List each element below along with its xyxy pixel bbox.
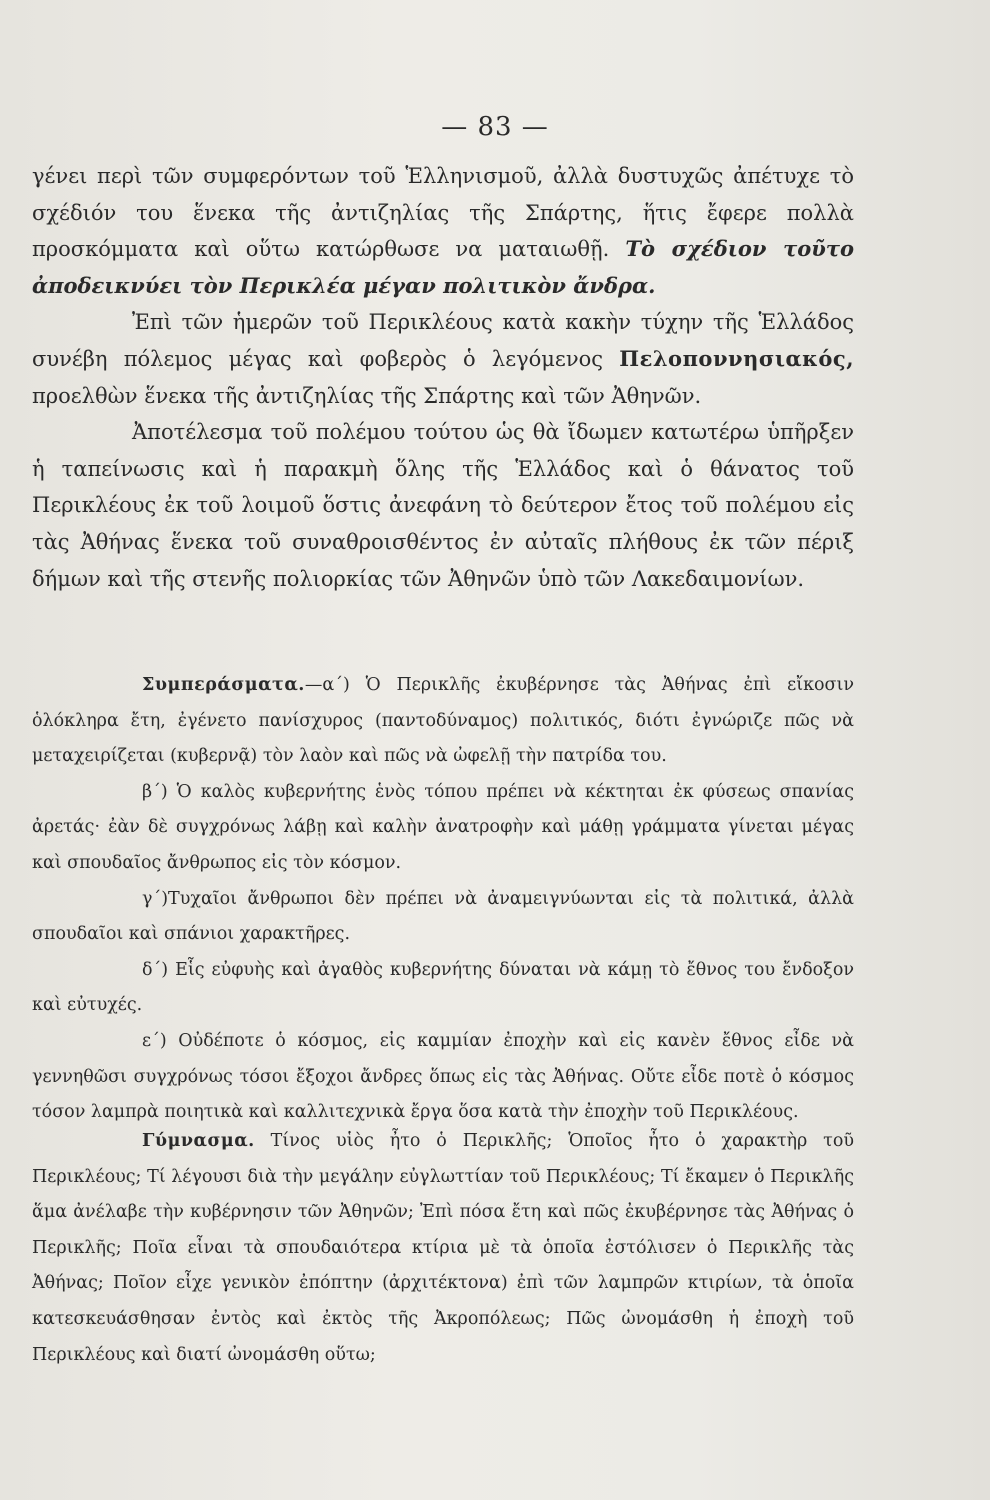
conclusion-a-text: —α΄) Ὁ Περικλῆς ἐκυβέρνησε τὰς Ἀθήνας ἐπὶ εἴκοσιν ὁλόκληρα ἔτη, ἐγένετο πανίσχυρος (παντοδύναμος) πολιτικός, διότι ἐγνώριζε πῶς νὰ μεταχειρίζεται (κυβερνᾷ) τὸν λαὸν καὶ πῶς νὰ ὠφελῇ τὴν πατρίδα του. xyxy=(32,675,854,767)
war-text-start: Ἐπὶ τῶν ἡμερῶν τοῦ Περικλέους κατὰ κακὴν τύχην τῆς Ἑλλάδος συνέβη πόλεμος μέγας καὶ φοβερὸς ὁ λεγόμενος xyxy=(32,310,854,371)
paragraph-pericles-plan xyxy=(32,158,854,304)
exercise-heading: Γύμνασμα. xyxy=(142,1131,255,1151)
exercise-section xyxy=(32,1124,854,1373)
paragraph-war xyxy=(32,304,854,414)
plan-text: γένει περὶ τῶν συμφερόντων τοῦ Ἑλληνισμοῦ, ἀλλὰ δυστυχῶς ἀπέτυχε τὸ σχέδιόν του ἕνεκα τῆς ἀντιζηλίας τῆς Σπάρτης, ἥτις ἔφερε πολλὰ προσκόμματα καὶ οὕτω κατώρθωσε να ματαιωθῇ. xyxy=(32,164,854,262)
page-number: — 83 — xyxy=(441,112,549,142)
main-text xyxy=(32,158,854,597)
conclusion-b: β΄) Ὁ καλὸς κυβερνήτης ἑνὸς τόπου πρέπει νὰ κέκτηται ἐκ φύσεως σπανίας ἀρετάς· ἐὰν δὲ συγχρόνως λάβῃ καὶ καλὴν ἀνατροφὴν καὶ μάθῃ γράμματα γίνεται μέγας καὶ σπουδαῖος ἄνθρωπος εἰς τὸν κόσμον. xyxy=(32,781,854,873)
war-text-end: προελθὼν ἕνεκα τῆς ἀντιζηλίας τῆς Σπάρτης καὶ τῶν Ἀθηνῶν. xyxy=(32,383,702,408)
conclusions-heading: Συμπεράσματα. xyxy=(142,675,305,695)
conclusion-d: δ΄) Εἷς εὐφυὴς καὶ ἀγαθὸς κυβερνήτης δύναται νὰ κάμῃ τὸ ἔθνος του ἔνδοξον καὶ εὐτυχές. xyxy=(32,959,854,1016)
exercise-paragraph xyxy=(32,1124,854,1373)
paragraph-result: Ἀποτέλεσμα τοῦ πολέμου τούτου ὡς θὰ ἴδωμεν κατωτέρω ὑπῆρξεν ἡ ταπείνωσις καὶ ἡ παρακμὴ ὅλης τῆς Ἑλλάδος καὶ ὁ θάνατος τοῦ Περικλέους ἐκ τοῦ λοιμοῦ ὅστις ἀνεφάνη τὸ δεύτερον ἔτος τοῦ πολέμου εἰς τὰς Ἀθήνας ἕνεκα τοῦ συναθροισθέντος ἐν αὐταῖς πλήθους ἐκ τῶν πέριξ δήμων καὶ τῆς στενῆς πολιορκίας τῶν Ἀθηνῶν ὑπὸ τῶν Λακεδαιμονίων. xyxy=(32,420,854,591)
exercise-questions: Τίνος υἱὸς ἦτο ὁ Περικλῆς; Ὁποῖος ἦτο ὁ χαρακτὴρ τοῦ Περικλέους; Τί λέγουσι διὰ τὴν μεγάλην εὐγλωττίαν τοῦ Περικλέους; Τί ἔκαμεν ὁ Περικλῆς ἅμα ἀνέλαβε τὴν κυβέρνησιν τῶν Ἀθηνῶν; Ἐπὶ πόσα ἔτη καὶ πῶς ἐκυβέρνησε τὰς Ἀθήνας ὁ Περικλῆς; Ποῖα εἶναι τὰ σπουδαιότερα κτίρια μὲ τὰ ὁποῖα ἐστόλισεν ὁ Περικλῆς τὰς Ἀθήνας; Ποῖον εἶχε γενικὸν ἐπόπτην (ἀρχιτέκτονα) ἐπὶ τῶν λαμπρῶν κτιρίων, τὰ ὁποῖα κατεσκευάσθησαν ἐντὸς καὶ ἐκτὸς τῆς Ἀκροπόλεως; Πῶς ὠνομάσθη ἡ ἐποχὴ τοῦ Περικλέους καὶ διατί ὠνομάσθη οὕτω; xyxy=(32,1131,854,1365)
conclusion-c: γ΄)Τυχαῖοι ἄνθρωποι δὲν πρέπει νὰ ἀναμειγνύωνται εἰς τὰ πολιτικά, ἀλλὰ σπουδαῖοι καὶ σπάνιοι χαρακτῆρες. xyxy=(32,888,854,945)
conclusion-a xyxy=(32,668,854,775)
plan-emphasis: Τὸ σχέδιον τοῦτο ἀποδεικνύει τὸν Περικλέα μέγαν πολιτικὸν ἄνδρα. xyxy=(32,236,854,298)
war-name: Πελοποννησιακός, xyxy=(619,345,854,371)
conclusion-e: ε΄) Οὐδέποτε ὁ κόσμος, εἰς καμμίαν ἐποχὴν καὶ εἰς κανὲν ἔθνος εἶδε νὰ γεννηθῶσι συγχρόνως τόσοι ἔξοχοι ἄνδρες ὅπως εἰς τὰς Ἀθήνας. Οὔτε εἶδε ποτὲ ὁ κόσμος τόσον λαμπρὰ ποιητικὰ καὶ καλλιτεχνικὰ ἔργα ὅσα κατὰ τὴν ἐποχὴν τοῦ Περικλέους. xyxy=(32,1030,854,1123)
conclusions-section xyxy=(32,668,854,1131)
